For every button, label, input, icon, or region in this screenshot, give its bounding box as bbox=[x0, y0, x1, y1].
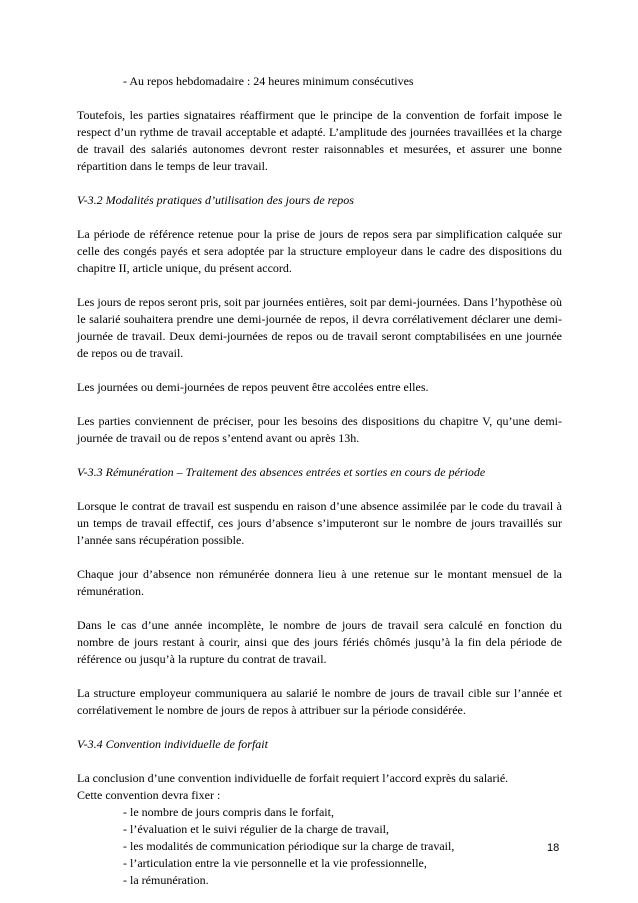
bullet-list bbox=[77, 804, 562, 889]
paragraph: Chaque jour d’absence non rémunérée donnera lieu à une retenue sur le montant mensuel de la rémunération. bbox=[77, 567, 562, 598]
paragraph: Toutefois, les parties signataires réaffirment que le principe de la convention de forfait impose le respect d’un rythme de travail acceptable et adapté. L’amplitude des journées travaillées et la charge de travail des salariés autonomes devront rester raisonnables et mesurées, et assurer une bonne répartition dans le temps de leur travail. bbox=[77, 108, 562, 173]
list-item: - l’évaluation et le suivi régulier de la charge de travail, bbox=[123, 822, 389, 836]
paragraph: Les jours de repos seront pris, soit par journées entières, soit par demi-journées. Dans l’hypothèse où le salarié souhaitera prendre une demi-journée de repos, il devra corrélativement déclarer une demi-journée de travail. Deux demi-journées de repos ou de travail seront comptabilisées en une journée de repos ou de travail. bbox=[77, 295, 562, 360]
list-item: - les modalités de communication périodique sur la charge de travail, bbox=[123, 839, 455, 853]
section-heading: V-3.3 Rémunération – Traitement des absences entrées et sorties en cours de période bbox=[77, 465, 486, 479]
paragraph: La conclusion d’une convention individuelle de forfait requiert l’accord exprès du salarié. bbox=[77, 771, 509, 785]
paragraph: Les journées ou demi-journées de repos peuvent être accolées entre elles. bbox=[77, 380, 429, 394]
section-heading: V-3.4 Convention individuelle de forfait bbox=[77, 737, 268, 751]
page-content bbox=[77, 73, 562, 889]
list-item: - la rémunération. bbox=[123, 873, 209, 887]
paragraph: Dans le cas d’une année incomplète, le nombre de jours de travail sera calculé en fonction du nombre de jours restant à courir, ainsi que des jours fériés chômés jusqu’à la fin dela période de référence ou jusqu’à la rupture du contrat de travail. bbox=[77, 618, 562, 666]
paragraph: Lorsque le contrat de travail est suspendu en raison d’une absence assimilée par le code du travail à un temps de travail effectif, ces jours d’absence s’imputeront sur le nombre de jours travaillés sur l’année sans récupération possible. bbox=[77, 499, 562, 547]
paragraph: La structure employeur communiquera au salarié le nombre de jours de travail cible sur l’année et corrélativement le nombre de jours de repos à attribuer sur la période considérée. bbox=[77, 686, 562, 717]
list-item: - le nombre de jours compris dans le forfait, bbox=[123, 805, 334, 819]
section-heading: V-3.2 Modalités pratiques d’utilisation des jours de repos bbox=[77, 193, 354, 207]
paragraph: Les parties conviennent de préciser, pour les besoins des dispositions du chapitre V, qu’une demi-journée de travail ou de repos s’entend avant ou après 13h. bbox=[77, 414, 562, 445]
text-line: - Au repos hebdomadaire : 24 heures minimum consécutives bbox=[123, 74, 414, 88]
paragraph: La période de référence retenue pour la prise de jours de repos sera par simplification calquée sur celle des congés payés et sera adoptée par la structure employeur dans le cadre des dispositions du chapitre II, article unique, du présent accord. bbox=[77, 227, 562, 275]
text-line: Cette convention devra fixer : bbox=[77, 788, 221, 802]
page-number: 18 bbox=[547, 842, 560, 854]
list-item: - l’articulation entre la vie personnelle et la vie professionnelle, bbox=[123, 856, 427, 870]
